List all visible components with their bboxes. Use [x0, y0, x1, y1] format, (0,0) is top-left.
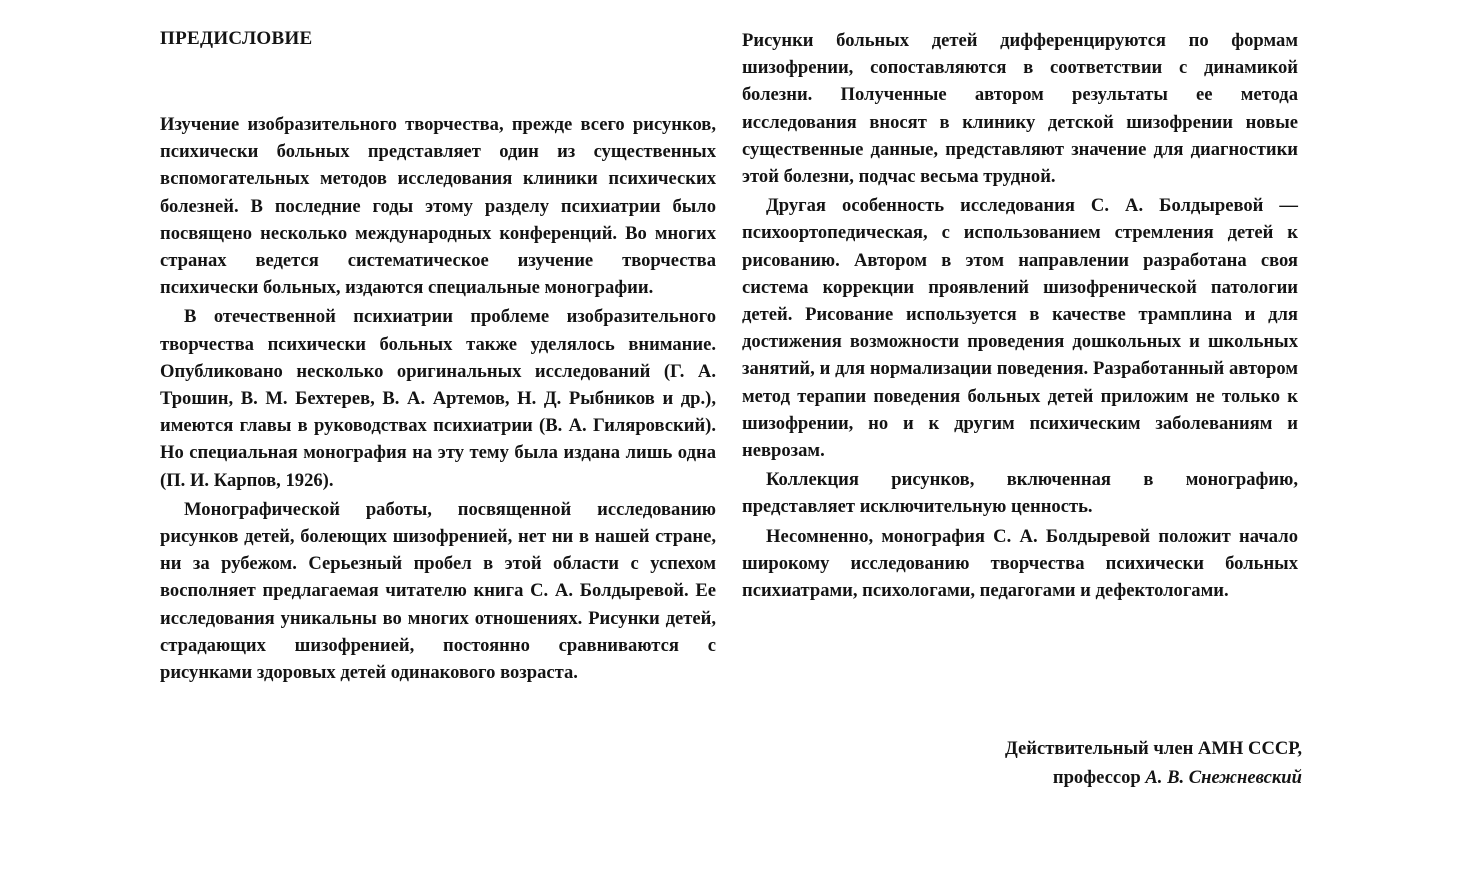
- signature-line: [1005, 763, 1302, 792]
- page-title: ПРЕДИСЛОВИЕ: [160, 28, 313, 49]
- paragraph: Изучение изобразительного творчества, прежде всего рисунков, психически больных представляет один из существенных вспомогательных методов исследования клиники психических болезней. В последние годы этому разделу психиатрии было посвящено несколько международных конференций. Во многих странах ведется систематическое изучение творчества психически больных, издаются специальные монографии.: [160, 114, 716, 299]
- signature-name: А. В. Снежневский: [1145, 767, 1302, 788]
- paragraph: В отечественной психиатрии проблеме изобразительного творчества психически больных также уделялось внимание. Опубликовано несколько оригинальных исследований (Г. А. Трошин, В. М. Бехтерев, В. А. Артемов, Н. Д. Рыбников и др.), имеются главы в руководствах психиатрии (В. А. Гиляровский). Но специальная монография на эту тему была издана лишь одна (П. И. Карпов, 1926).: [160, 306, 716, 491]
- paragraph: Рисунки больных детей дифференцируются по формам шизофрении, сопоставляются в соответствии с динамикой болезни. Полученные автором результаты ее метода исследования вносят в клинику детской шизофрении новые существенные данные, представляют значение для диагностики этой болезни, подчас весьма трудной.: [742, 30, 1298, 188]
- signature-block: [1005, 734, 1302, 792]
- paragraph: Монографической работы, посвященной исследованию рисунков детей, болеющих шизофренией, нет ни в нашей стране, ни за рубежом. Серьезный пробел в этой области с успехом восполняет предлагаемая читателю книга С. А. Болдыревой. Ее исследования уникальны во многих отношениях. Рисунки детей, страдающих шизофренией, постоянно сравниваются с рисунками здоровых детей одинакового возраста.: [160, 498, 716, 684]
- paragraph: Другая особенность исследования С. А. Болдыревой — психоортопедическая, с использованием стремления детей к рисованию. Автором в этом направлении разработана своя система коррекции проявлений шизофренической патологии детей. Рисование используется в качестве трамплина и для достижения возможности проведения дошкольных и школьных занятий, и для нормализации поведения. Разработанный автором метод терапии поведения больных детей приложим не только к шизофрении, но и к другим психическим заболеваниям и неврозам.: [742, 195, 1298, 462]
- signature-title: профессор: [1052, 767, 1141, 788]
- paragraph: Коллекция рисунков, включенная в монографию, представляет исключительную ценность.: [742, 469, 1298, 518]
- paragraph: Несомненно, монография С. А. Болдыревой положит начало широкому исследованию творчества психически больных психиатрами, психологами, педагогами и дефектологами.: [742, 525, 1298, 602]
- left-column: [160, 111, 716, 688]
- right-column: [742, 27, 1298, 606]
- signature-position: Действительный член АМН СССР,: [1005, 738, 1302, 759]
